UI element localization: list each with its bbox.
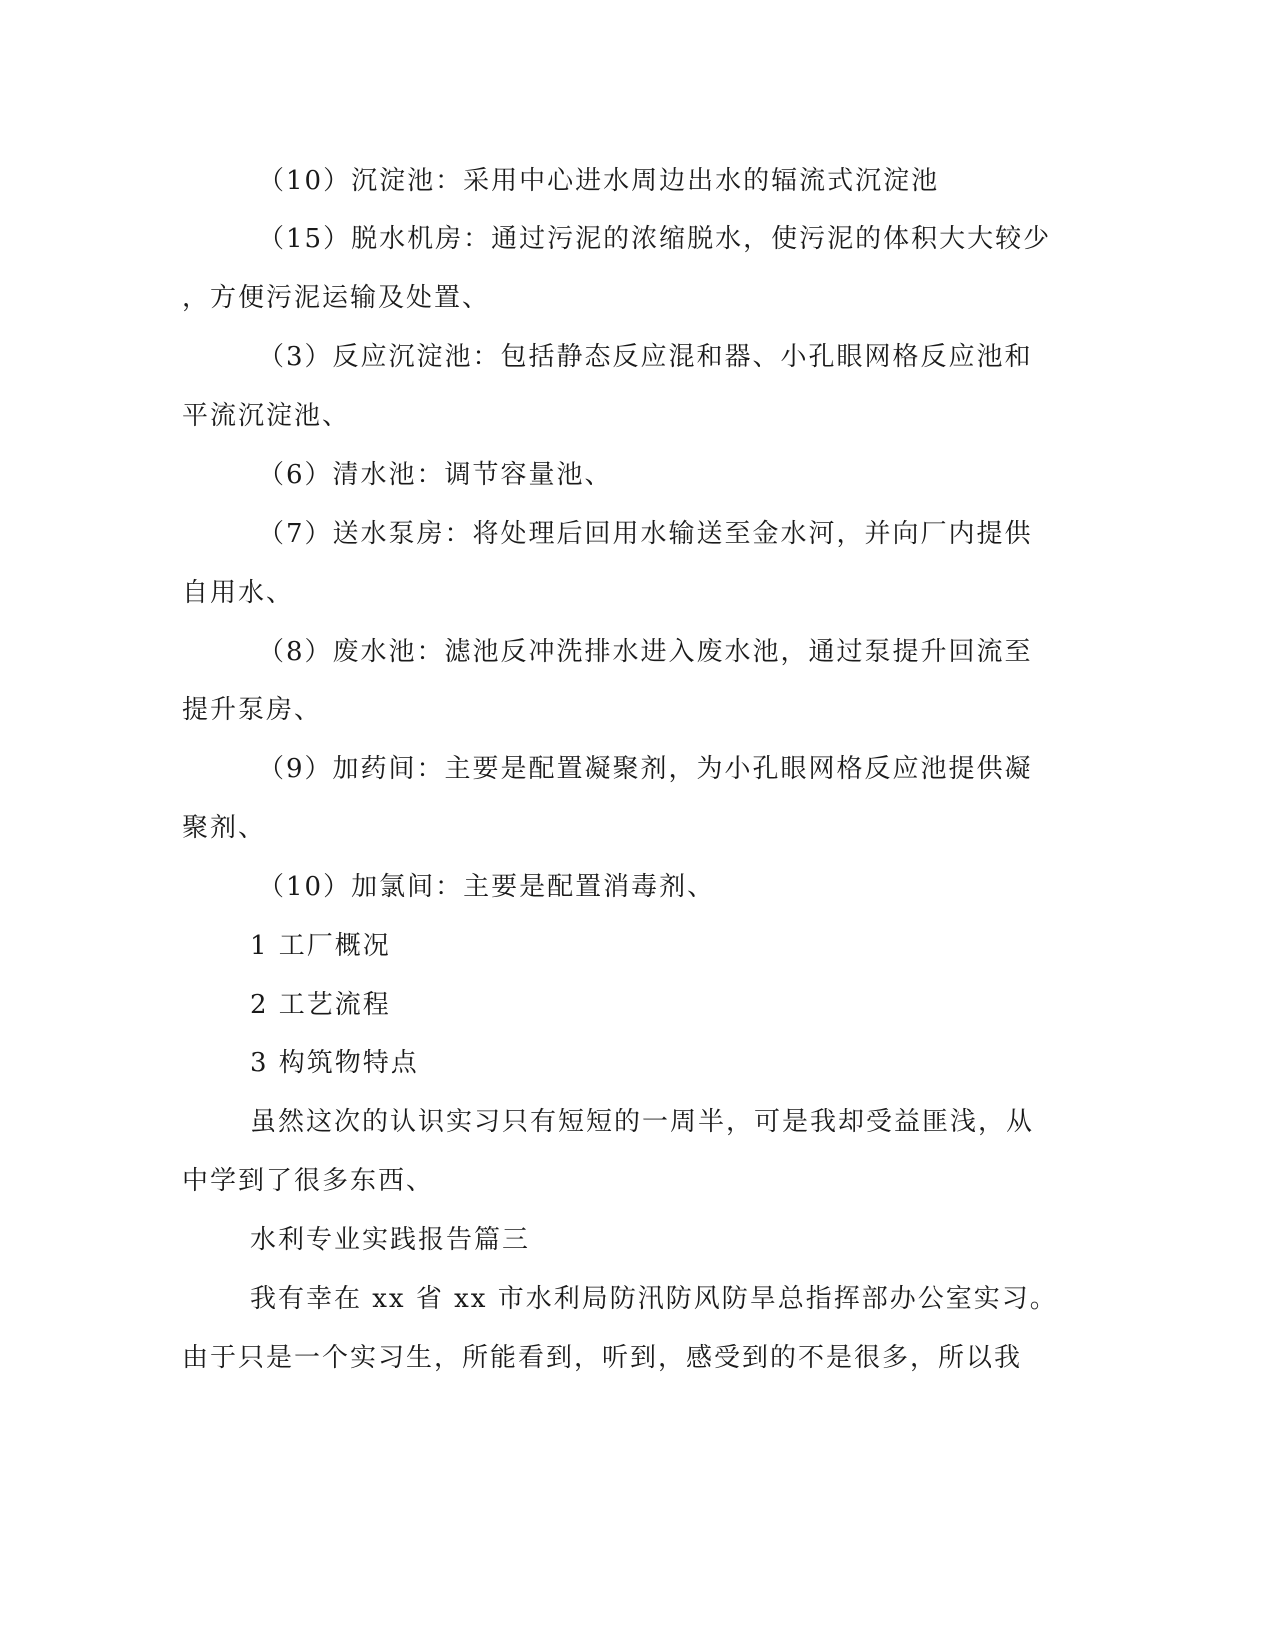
text-line-9: （8）废水池：滤池反冲洗排水进入废水池，通过泵提升回流至 [258, 637, 1033, 667]
text-line-12: 聚剂、 [182, 813, 267, 843]
text-line-11: （9）加药间：主要是配置凝聚剂，为小孔眼网格反应池提供凝 [258, 754, 1033, 784]
text-line-8: 自用水、 [182, 578, 295, 608]
text-line-7: （7）送水泵房：将处理后回用水输送至金水河，并向厂内提供 [258, 519, 1033, 549]
text-line-3: ，方便污泥运输及处置、 [182, 283, 491, 313]
text-line-2: （15）脱水机房：通过污泥的浓缩脱水，使污泥的体积大大较少 [258, 224, 1052, 254]
text-line-4: （3）反应沉淀池：包括静态反应混和器、小孔眼网格反应池和 [258, 342, 1033, 372]
text-line-19: 水利专业实践报告篇三 [250, 1225, 531, 1255]
text-line-21: 由于只是一个实习生，所能看到，听到，感受到的不是很多，所以我 [182, 1343, 1023, 1373]
text-line-20: 我有幸在 xx 省 xx 市水利局防汛防风防旱总指挥部办公室实习。 [250, 1284, 1058, 1314]
text-line-16: 3 构筑物特点 [250, 1048, 419, 1078]
text-line-13: （10）加氯间：主要是配置消毒剂、 [258, 872, 716, 902]
text-line-14: 1 工厂概况 [250, 931, 391, 961]
text-line-10: 提升泵房、 [182, 695, 323, 725]
text-line-15: 2 工艺流程 [250, 990, 391, 1020]
text-line-18: 中学到了很多东西、 [182, 1166, 435, 1196]
text-line-17: 虽然这次的认识实习只有短短的一周半，可是我却受益匪浅，从 [250, 1107, 1035, 1137]
text-line-6: （6）清水池：调节容量池、 [258, 460, 613, 490]
text-line-5: 平流沉淀池、 [182, 401, 351, 431]
text-line-1: （10）沉淀池：采用中心进水周边出水的辐流式沉淀池 [258, 166, 940, 196]
